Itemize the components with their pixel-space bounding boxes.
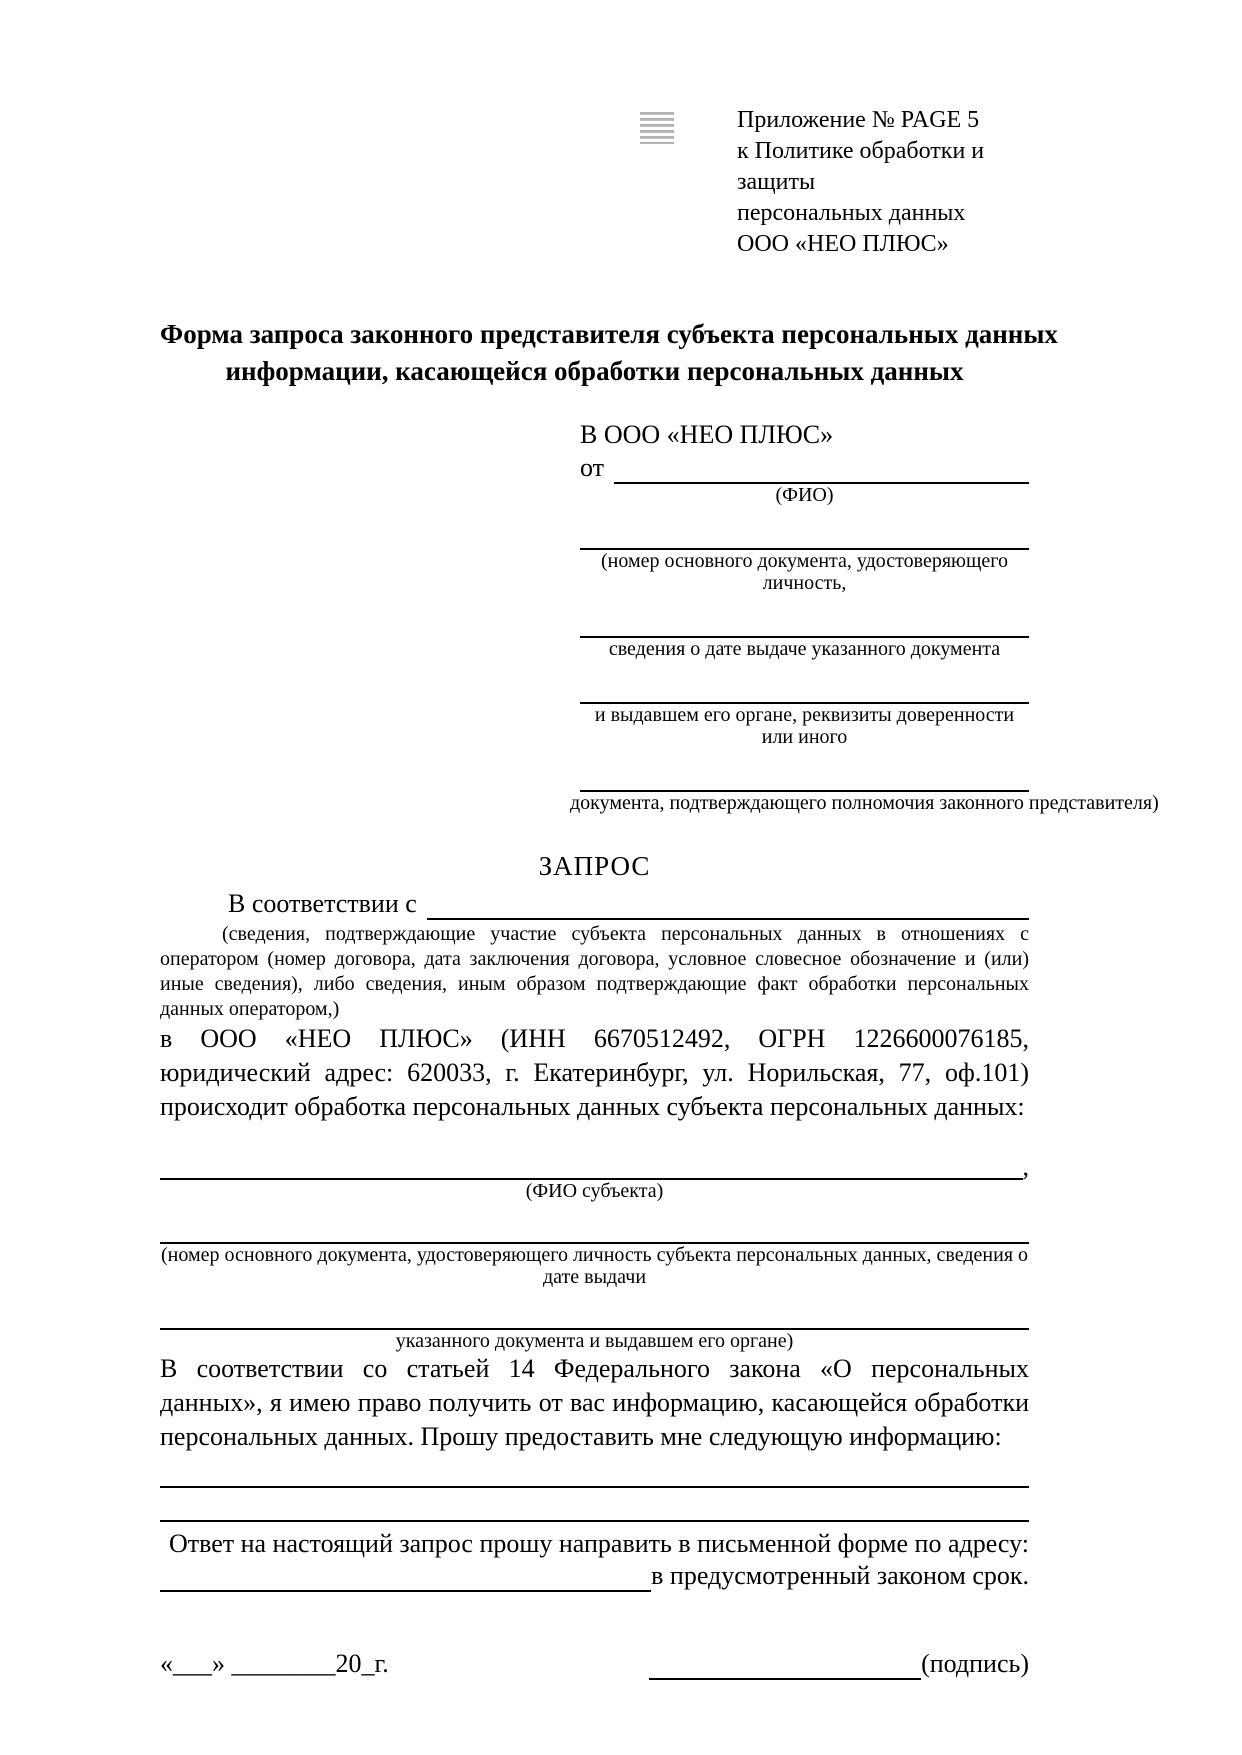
subject-doc-caption-2: указанного документа и выдавшем его органе)	[395, 1330, 794, 1352]
operator-paragraph: в ООО «НЕО ПЛЮС» (ИНН 6670512492, ОГРН 1226600076185, юридический адрес: 620033, г. Екатеринбург, ул. Норильская, 77, оф.101) происходит обработка персональных данных субъекта персональных данных:	[160, 1024, 1029, 1121]
accordance-row	[160, 888, 1029, 920]
fio-caption: (ФИО)	[775, 484, 834, 506]
appendix-line-3: персональных данных	[737, 200, 966, 226]
representative-doc-caption-4: документа, подтверждающего полномочия законного представителя)	[570, 792, 1159, 814]
form-title	[160, 316, 1058, 390]
subject-fio-field-line	[160, 1154, 1023, 1180]
form-title-line-1: Форма запроса законного представителя субъекта персональных данных	[160, 319, 1058, 349]
subject-doc-caption-1: (номер основного документа, удостоверяющего личность субъекта персональных данных, сведения о дате выдачи	[160, 1244, 1029, 1288]
addressee-to: В ООО «НЕО ПЛЮС»	[580, 420, 834, 449]
subject-fio-comma: ,	[1022, 1152, 1029, 1181]
representative-doc-caption-2: сведения о дате выдаче указанного документа	[608, 638, 1001, 660]
addressee-block	[570, 418, 1159, 814]
address-field-line	[160, 1564, 651, 1592]
subject-fio-caption: (ФИО субъекта)	[525, 1180, 664, 1202]
signature-group	[649, 1648, 1029, 1680]
article-14-paragraph: В соответствии со статьей 14 Федерального закона «О персональных данных», я имею право получить от вас информацию, касающейся обработки персональных данных. Прошу предоставить мне следующую информацию:	[160, 1354, 1029, 1451]
signature-field-line	[649, 1652, 921, 1680]
subject-fio-row	[160, 1154, 1029, 1180]
from-row	[580, 452, 1029, 484]
subject-doc-field-line-1	[160, 1222, 1029, 1244]
representative-fio-field-line	[614, 454, 1029, 484]
footer-row	[160, 1648, 1029, 1680]
term-text: в предусмотренный законом срок.	[651, 1561, 1029, 1590]
subject-doc-field-line-2	[160, 1308, 1029, 1330]
representative-doc-field-line-3	[580, 682, 1029, 704]
request-heading: ЗАПРОС	[538, 851, 651, 881]
accordance-label: В соответствии с	[228, 889, 417, 918]
info-blank-line-2	[160, 1488, 1029, 1522]
representative-doc-caption-3: и выдавшем его органе, реквизиты доверенности или иного	[594, 704, 1015, 748]
representative-doc-caption-1: (номер основного документа, удостоверяющего личность,	[601, 550, 1008, 594]
appendix-line-1: Приложение № PAGE 5	[737, 107, 980, 133]
accordance-field-line	[427, 890, 1029, 920]
fine-print-note: (сведения, подтверждающие участие субъекта персональных данных в отношениях с оператором (номер договора, дата заключения договора, условное словесное обозначение и (или) иные сведения), либо сведения, иным образом подтверждающие факт обработки персональных данных оператором,)	[160, 923, 1029, 1020]
representative-doc-field-line-4	[580, 770, 1029, 792]
date-field: «___» ________20_г.	[160, 1649, 389, 1678]
representative-doc-field-line-1	[580, 528, 1029, 550]
image-placeholder-icon	[640, 112, 674, 144]
appendix-header	[737, 105, 1029, 260]
from-label: от	[580, 453, 605, 482]
appendix-line-4: ООО «НЕО ПЛЮС»	[737, 231, 949, 257]
appendix-line-2: к Политике обработки и защиты	[737, 138, 985, 195]
info-blank-line-1	[160, 1454, 1029, 1488]
form-title-line-2: информации, касающейся обработки персональных данных	[225, 356, 964, 386]
address-row	[160, 1560, 1029, 1592]
signature-caption: (подпись)	[921, 1649, 1029, 1678]
answer-instruction: Ответ на настоящий запрос прошу направить в письменной форме по адресу:	[168, 1529, 1029, 1558]
representative-doc-field-line-2	[580, 616, 1029, 638]
